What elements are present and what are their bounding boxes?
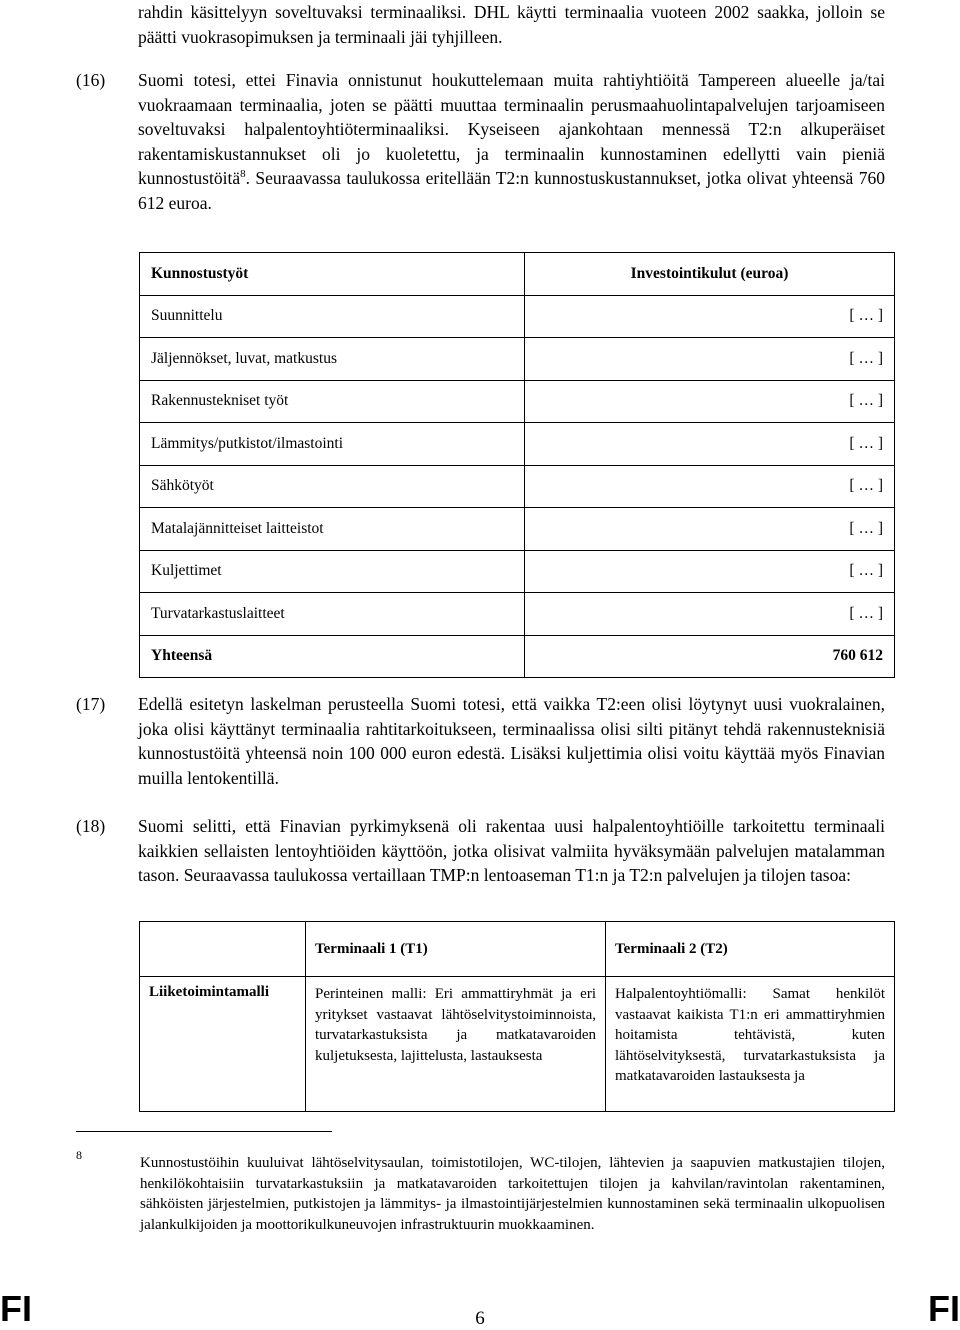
- cost-value: [ … ]: [525, 295, 895, 338]
- page-number: 6: [475, 1308, 485, 1329]
- paragraph-17-text: Edellä esitetyn laskelman perusteella Suomi totesi, että vaikka T2:een olisi löytynyt uusi vuokralainen, joka olisi käyttänyt terminaalia rahtitarkoitukseen, terminaalissa olisi silti pitänyt tehdä rakennusteknisiä kunnostustöitä yhteensä noin 100 000 euron edestä. Lisäksi kuljettimia olisi voitu käyttää myös Finavian muilla lentokentillä.: [138, 694, 885, 788]
- cost-item: Jäljennökset, luvat, matkustus: [140, 338, 525, 381]
- header-cell: Kunnostustyöt: [140, 253, 525, 296]
- header-cell: Investointikulut (euroa): [525, 253, 895, 296]
- paragraph-18: [138, 814, 885, 888]
- table-row: [140, 977, 895, 1112]
- cost-value: [ … ]: [525, 423, 895, 466]
- cost-value: [ … ]: [525, 380, 895, 423]
- footnote-text: Kunnostustöihin kuuluivat lähtöselvitysaulan, toimistotilojen, WC-tilojen, lähtevien ja saapuvien matkustajien tilojen, henkilökohtaisiin turvatarkastuksiin ja matkatavaroiden tarkoitettujen tilojen ja kahvilan/ravintolan rakentaminen, sähköisten järjestelmien, putkistojen ja lämmitys- ja ilmastointijärjestelmien kunnostaminen sekä terminaalin ulkopuolisen jalankulkijoiden ja moottorikulkuneuvojen infrastruktuurin muokkaaminen.: [140, 1155, 885, 1233]
- paragraph-18-text: Suomi selitti, että Finavian pyrkimyksenä oli rakentaa uusi halpalentoyhtiöille tarkoitettu terminaali kaikkien sellaisten lentoyhtiöiden käyttöön, jotka olisivat valmiita hyväksymään palvelujen matalamman tason. Seuraavassa taulukossa vertaillaan TMP:n lentoaseman T1:n ja T2:n palvelujen ja tilojen tasoa:: [138, 816, 885, 885]
- table-header-row: [140, 922, 895, 977]
- header-cell-t2: Terminaali 2 (T2): [606, 922, 895, 977]
- table-row: [140, 295, 895, 338]
- table-total-row: [140, 635, 895, 678]
- header-cell-t1: Terminaali 1 (T1): [306, 922, 606, 977]
- cost-value: [ … ]: [525, 593, 895, 636]
- continued-paragraph-text: rahdin käsittelyyn soveltuvaksi terminaaliksi. DHL käytti terminaalia vuoteen 2002 saakka, jolloin se päätti vuokrasopimuksen ja terminaali jäi tyhjilleen.: [138, 2, 885, 47]
- paragraph-16-text-after: . Seuraavassa taulukossa eritellään T2:n kunnostuskustannukset, jotka olivat yhteensä 760 612 euroa.: [138, 168, 885, 213]
- cost-item: Sähkötyöt: [140, 465, 525, 508]
- continued-paragraph: [138, 0, 885, 49]
- t1-text: Perinteinen malli: Eri ammattiryhmät ja eri yritykset vastaavat lähtöselvitystoiminnoista, turvatarkastuksista ja matkatavaroiden kuljetuksesta, lajittelusta, lastauksesta: [315, 986, 596, 1064]
- cost-item: Matalajännitteiset laitteistot: [140, 508, 525, 551]
- table-row: [140, 508, 895, 551]
- cost-value: [ … ]: [525, 508, 895, 551]
- t2-text: Halpalentoyhtiömalli: Samat henkilöt vastaavat kaikista T1:n eri ammattiryhmien hoitamista tehtävistä, kuten lähtöselvityksestä, turvatarkastuksista ja matkatavaroiden lastauksesta ja: [615, 986, 885, 1084]
- table-header-row: [140, 253, 895, 296]
- table-row: [140, 465, 895, 508]
- total-label: Yhteensä: [140, 635, 525, 678]
- footnote-divider: [76, 1131, 332, 1132]
- cost-value: [ … ]: [525, 338, 895, 381]
- language-code-right: FI: [928, 1288, 960, 1329]
- cost-item: Lämmitys/putkistot/ilmastointi: [140, 423, 525, 466]
- cost-item: Turvatarkastuslaitteet: [140, 593, 525, 636]
- row-header: Liiketoimintamalli: [140, 977, 306, 1112]
- cost-value: [ … ]: [525, 465, 895, 508]
- table-row: [140, 338, 895, 381]
- footnote-reference[interactable]: 8: [240, 168, 246, 181]
- cost-item: Suunnittelu: [140, 295, 525, 338]
- language-code-left: FI: [0, 1288, 32, 1329]
- cost-value: [ … ]: [525, 550, 895, 593]
- paragraph-16-text: Suomi totesi, ettei Finavia onnistunut houkuttelemaan muita rahtiyhtiöitä Tampereen alueelle ja/tai vuokraamaan terminaalia, joten se päätti muuttaa terminaalin perusmaahuolintapalvelujen tarjoamiseen soveltuvaksi halpalentoyhtiöterminaaliksi. Kyseiseen ajankohtaan mennessä T2:n alkuperäiset rakentamiskustannukset oli jo kuoletettu, ja terminaalin kunnostaminen edellytti vain pieniä kunnostustöitä: [138, 70, 885, 188]
- t2-cell: [606, 977, 895, 1112]
- paragraph-number-18: (18): [76, 816, 106, 836]
- cost-item: Rakennustekniset työt: [140, 380, 525, 423]
- paragraph-number-17: (17): [76, 694, 106, 714]
- table-row: [140, 550, 895, 593]
- t1-cell: [306, 977, 606, 1112]
- table-row: [140, 423, 895, 466]
- table-row: [140, 380, 895, 423]
- total-value: 760 612: [525, 635, 895, 678]
- paragraph-17: [138, 692, 885, 790]
- paragraph-16: [138, 68, 885, 215]
- paragraph-number-16: (16): [76, 70, 106, 90]
- renovation-cost-table: [139, 252, 895, 678]
- terminal-comparison-table: [139, 921, 895, 1112]
- table-row: [140, 593, 895, 636]
- footnote-mark: 8: [76, 1148, 82, 1162]
- cost-item: Kuljettimet: [140, 550, 525, 593]
- header-cell-empty: [140, 922, 306, 977]
